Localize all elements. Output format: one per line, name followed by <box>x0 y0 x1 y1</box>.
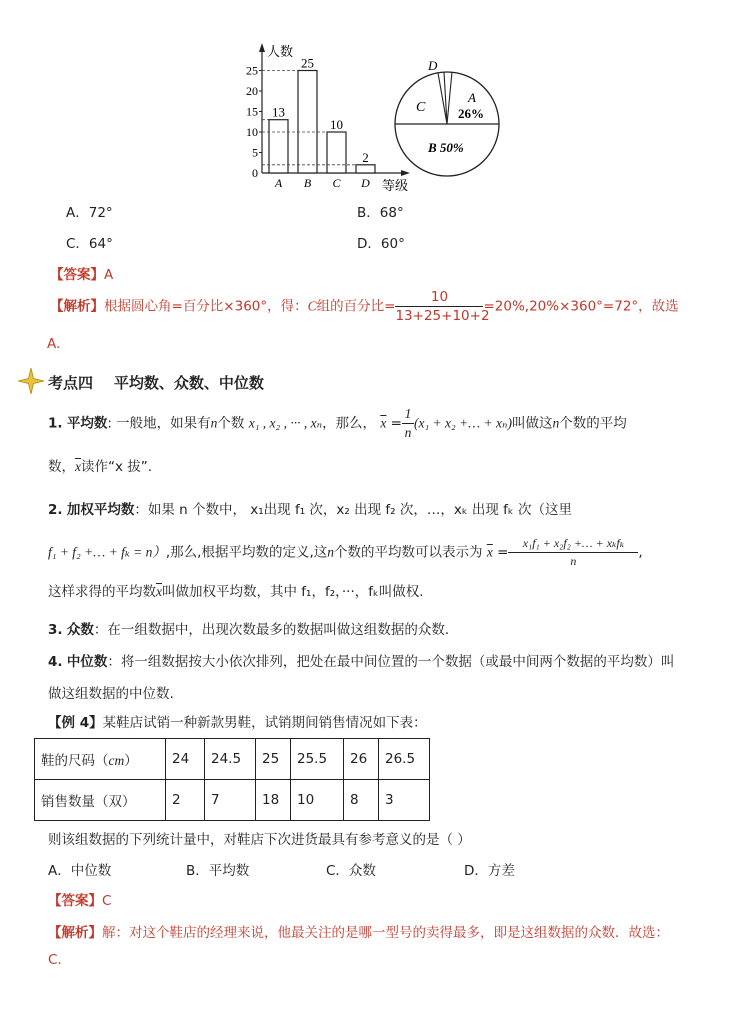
x-tick-label: B <box>303 176 312 190</box>
def-2-n: n <box>327 544 335 560</box>
analysis-1-group: C <box>307 298 317 314</box>
option-a: A．72° <box>66 205 113 221</box>
def-4-term: 中位数 <box>66 654 108 670</box>
bar <box>298 71 317 174</box>
def-4-num: 4. <box>48 654 63 670</box>
table-cell: 25.5 <box>291 739 344 780</box>
def-1-xbar-2: $\overline{x}$ <box>75 459 81 474</box>
def-2-term: 加权平均数 <box>66 502 135 518</box>
bar-value-label: 2 <box>362 149 369 165</box>
table-cell: 2 <box>166 780 205 821</box>
def-1-text-a: : 一般地，如果有 <box>107 415 211 432</box>
table-cell: 3 <box>379 780 430 821</box>
y-axis-label: 人数 <box>267 45 294 60</box>
pie-label-b: B 50% <box>428 140 464 155</box>
def-3-text: ：在一组数据中，出现次数最多的数据叫做这组数据的众数. <box>93 622 450 638</box>
def-1-text-d: 叫做这 <box>512 415 553 432</box>
def-2-line-2: f₁ + f₂ +… + fₖ = n）,那么,根据平均数的定义,这n个数的平均数可以表示为 $\overline{x}$ = $\frac{\text{x₁f₁ + x₂f₂ +… + xₖfₖ}}{n}$ , <box>48 536 643 568</box>
analysis-1-mid: 组的百分比= <box>316 298 396 315</box>
def-1-vars: x₁ , x₂ , ··· , xₙ <box>248 415 323 431</box>
answer-2-value: C <box>102 893 112 909</box>
analysis-2-tag: 【解析】 <box>48 925 102 941</box>
def-4-line-1 <box>48 650 674 670</box>
bar-value-label: 13 <box>272 104 285 120</box>
def-4-line-2: 做这组数据的中位数. <box>48 686 174 702</box>
def-3 <box>48 618 449 638</box>
def-1-xbar: $\overline{x}$ <box>380 415 387 431</box>
answer-1-value: A <box>104 267 114 283</box>
table-row <box>35 780 430 821</box>
def-1-term: 平均数 <box>66 415 108 432</box>
analysis-1-tag: 【解析】 <box>50 298 104 315</box>
def-1-line-1 <box>48 406 627 441</box>
example-4-option-b: B．平均数 <box>186 863 250 879</box>
y-tick-label: 20 <box>246 84 258 98</box>
bar-value-label: 25 <box>301 55 314 71</box>
table-cell: 24 <box>166 739 205 780</box>
def-1-n2: n <box>552 415 560 431</box>
def-1-line-2b: 读作“x 拔”. <box>81 459 153 475</box>
answer-1 <box>50 263 113 283</box>
pie-label-c: C <box>416 100 426 115</box>
table-cell: 7 <box>205 780 256 821</box>
example-4-text: 某鞋店试销一种新款男鞋，试销期间销售情况如下表： <box>102 715 427 731</box>
option-b: B．68° <box>357 205 404 221</box>
example-4 <box>48 711 427 731</box>
table-cell: 26 <box>344 739 379 780</box>
def-1-frac-den: n <box>404 425 412 440</box>
analysis-2-text: 解：对这个鞋店的经理来说，他最关注的是哪一型号的卖得最多，即是这组数据的众数．故选： <box>102 925 669 941</box>
def-2-num: 2. <box>48 502 63 518</box>
example-4-option-c: C．众数 <box>326 863 376 879</box>
y-tick-label: 15 <box>246 104 258 119</box>
def-2-line-3 <box>48 580 424 600</box>
example-4-tag: 【例 4】 <box>48 715 103 731</box>
def-1-eq: = <box>390 415 402 432</box>
analysis-1-pre: 根据圆心角=百分比×360°，得： <box>104 298 308 315</box>
analysis-1 <box>50 289 679 324</box>
def-1-num: 1. <box>48 415 63 432</box>
def-2-line-3b: 叫做加权平均数，其中 f₁，f₂，···，fₖ叫做权. <box>162 584 424 600</box>
def-1-line-2 <box>48 455 152 475</box>
def-1-text-e: 个数的平均 <box>559 415 627 432</box>
bar-value-label: 10 <box>330 117 343 132</box>
option-c: C．64° <box>66 236 113 252</box>
table-row <box>35 739 430 780</box>
def-1-sum: (x₁ + x₂ +… + xₙ) <box>413 415 513 431</box>
analysis-1-post: =20%,20%×360°=72°，故选 <box>483 298 679 315</box>
answer-2-tag: 【答案】 <box>48 893 102 909</box>
table-header-size: 鞋的尺码（cm） <box>35 739 166 780</box>
section-title: 考点四 平均数、众数、中位数 <box>48 374 264 392</box>
pie-label-a-pct: 26% <box>458 106 484 121</box>
def-2-frac-num: x₁f₁ + x₂f₂ +… + xₖfₖ <box>508 536 638 553</box>
table-cell: 25 <box>256 739 291 780</box>
def-2-line-1 <box>48 498 572 518</box>
x-tick-label: C <box>332 176 341 190</box>
table-cell: 24.5 <box>205 739 256 780</box>
def-2-line-3a: 这样求得的平均数 <box>48 584 156 600</box>
analysis-1-frac-den: 13+25+10+2 <box>395 308 490 324</box>
y-tick-label: 5 <box>252 145 258 160</box>
option-d: D．60° <box>357 236 405 252</box>
x-tick-label: D <box>361 176 370 190</box>
y-tick-label: 10 <box>246 125 258 139</box>
def-4-text: ：将一组数据按大小依次排列，把处在最中间位置的一个数据（或最中间两个数据的平均数）叫 <box>107 654 675 670</box>
def-1-text-c: ，那么， <box>322 415 377 432</box>
y-axis-arrow <box>259 43 265 52</box>
def-2-xbar: $\overline{x}$ <box>486 544 493 560</box>
y-tick-label: 25 <box>246 63 258 78</box>
table-cell: 26.5 <box>379 739 430 780</box>
def-3-term: 众数 <box>66 622 94 638</box>
table-cell: 10 <box>291 780 344 821</box>
def-2-line-2c: 个数的平均数可以表示为 <box>334 544 483 561</box>
example-4-question: 则该组数据的下列统计量中，对鞋店下次进货最具有参考意义的是（ ） <box>48 832 471 848</box>
pie-chart <box>390 56 510 186</box>
example-4-option-a: A．中位数 <box>48 863 112 879</box>
analysis-2 <box>48 921 669 941</box>
def-2-sum: f₁ + f₂ +… + fₖ = n） <box>48 544 166 560</box>
table-header-qty: 销售数量（双） <box>35 780 166 821</box>
table-cell: 18 <box>256 780 291 821</box>
bar <box>327 132 346 173</box>
def-2-line-2b: ,那么,根据平均数的定义,这 <box>165 544 328 561</box>
def-2-frac-den: n <box>570 554 577 568</box>
bar <box>356 165 375 173</box>
def-2-line-1-text: ：如果 n 个数中， x₁出现 f₁ 次，x₂ 出现 f₂ 次，…，xₖ 出现 fₖ 次（这里 <box>134 502 572 518</box>
pie-label-a: A <box>468 90 476 105</box>
def-1-text-b: 个数 <box>217 415 245 432</box>
analysis-1-frac-num: 10 <box>395 289 483 307</box>
def-1-line-2a: 数， <box>48 459 75 475</box>
pie-label-d: D <box>428 58 438 73</box>
answer-1-tag: 【答案】 <box>50 267 104 283</box>
analysis-2-tail: C. <box>48 952 62 968</box>
analysis-1-tail: A. <box>47 336 61 352</box>
table-cell: 8 <box>344 780 379 821</box>
def-2-xbar-2: $\overline{x}$ <box>156 584 162 599</box>
shoe-table <box>34 738 430 821</box>
answer-2 <box>48 889 111 909</box>
x-axis-label: 等级 <box>382 179 409 194</box>
def-1-frac-num: 1 <box>402 406 414 424</box>
def-1-n: n <box>210 415 218 431</box>
def-3-num: 3. <box>48 622 63 638</box>
x-tick-label: A <box>274 176 283 190</box>
y-tick-label: 0 <box>252 166 258 180</box>
example-4-option-d: D．方差 <box>464 863 515 879</box>
star-icon <box>18 368 44 394</box>
